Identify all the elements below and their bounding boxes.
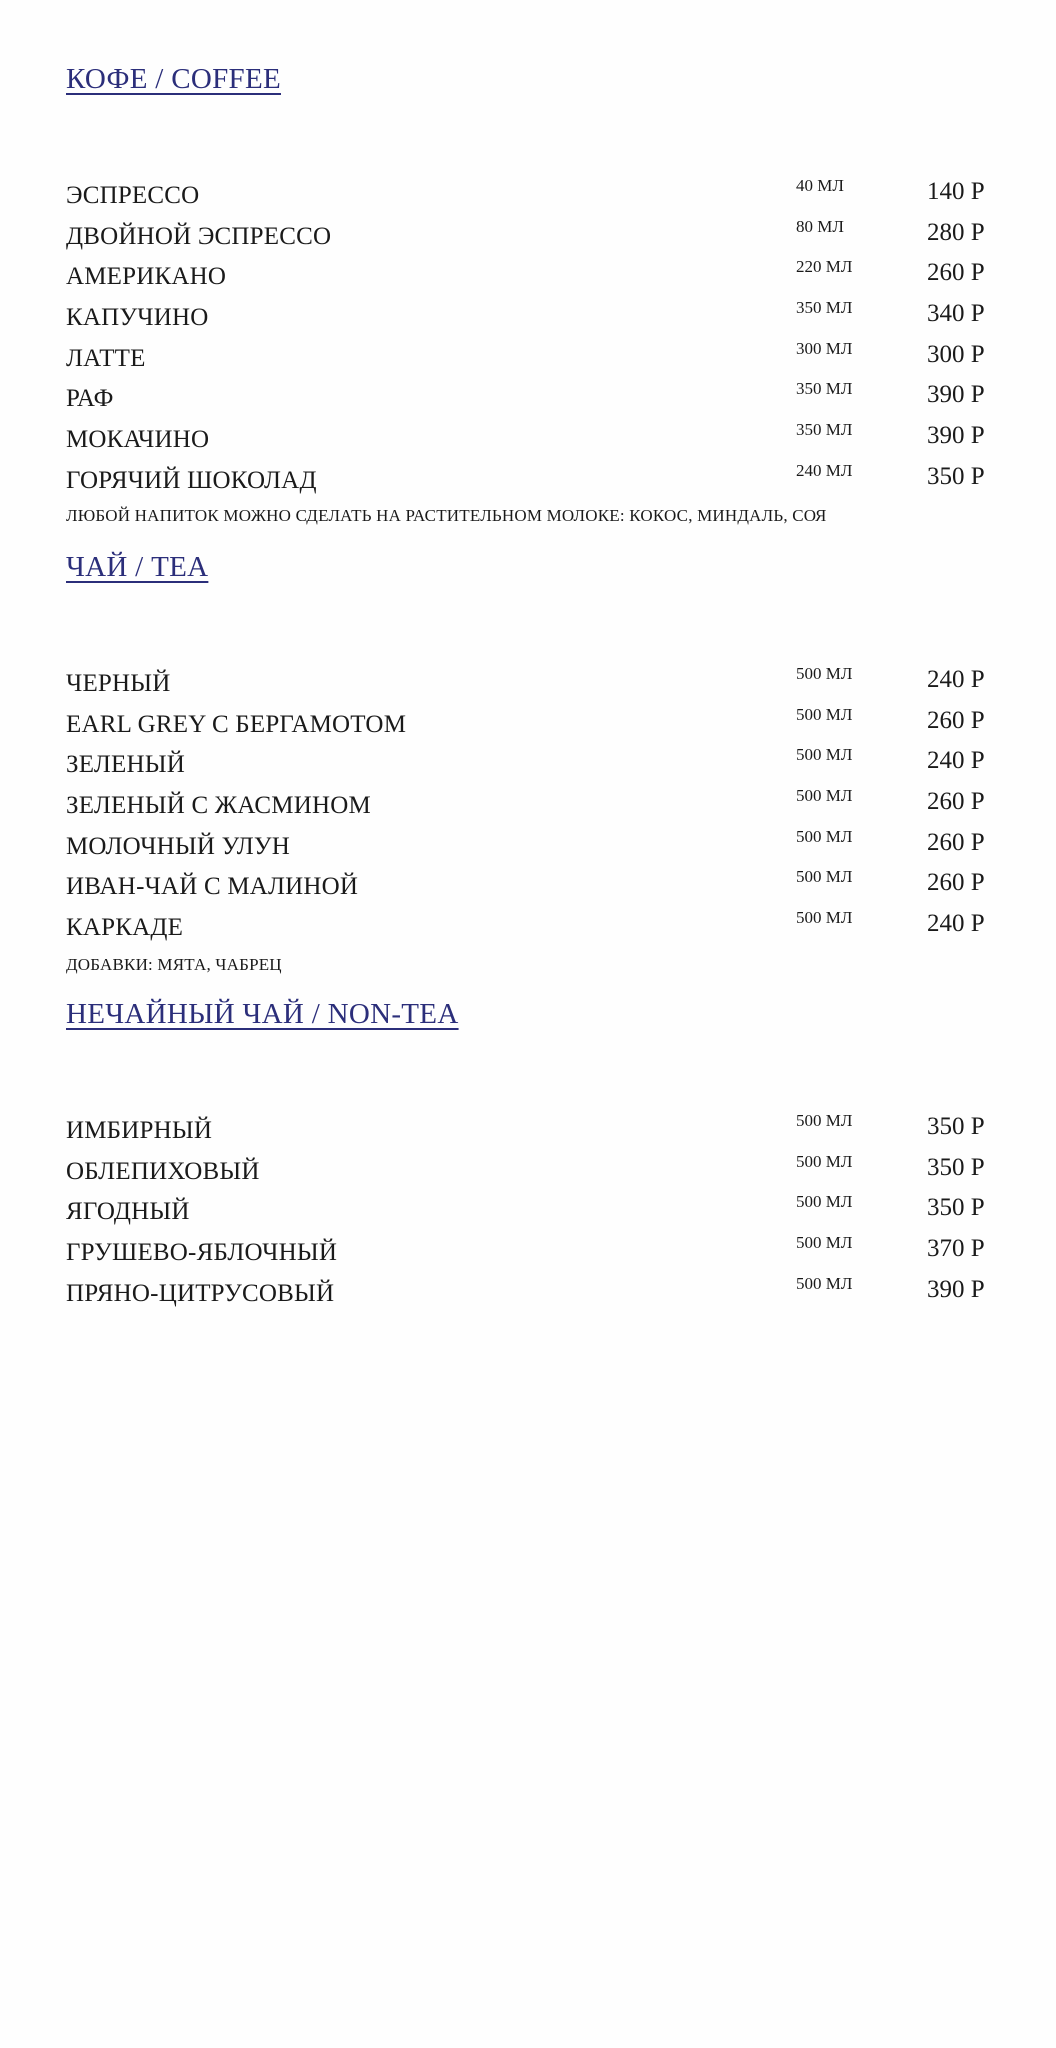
menu-item-name: ЧЕРНЫЙ bbox=[66, 670, 171, 697]
menu-item-name: ЗЕЛЕНЫЙ bbox=[66, 751, 186, 779]
menu-item-name: ПРЯНО-ЦИТРУСОВЫЙ bbox=[66, 1279, 335, 1307]
menu-item-volume: 500 МЛ bbox=[796, 1192, 853, 1212]
menu-item-name: МОЛОЧНЫЙ УЛУН bbox=[66, 832, 291, 860]
menu-item-price: 350 Р bbox=[927, 1194, 985, 1222]
menu-item-price: 260 Р bbox=[927, 869, 985, 897]
menu-item bbox=[66, 339, 996, 380]
menu-item-price: 350 Р bbox=[927, 1153, 985, 1181]
menu-item-volume: 350 МЛ bbox=[796, 298, 853, 318]
menu-item-name: КАРКАДЕ bbox=[66, 914, 184, 942]
menu-item-volume: 350 МЛ bbox=[796, 420, 853, 440]
menu-item-name: ИВАН-ЧАЙ С МАЛИНОЙ bbox=[66, 873, 359, 901]
menu-list bbox=[66, 664, 996, 949]
menu-item-name: ГРУШЕВО-ЯБЛОЧНЫЙ bbox=[66, 1239, 338, 1267]
menu-item-price: 350 Р bbox=[927, 462, 985, 490]
non-tea-section bbox=[66, 997, 996, 1314]
menu-item bbox=[66, 664, 996, 705]
menu-item-volume: 500 МЛ bbox=[796, 1111, 853, 1130]
coffee-section bbox=[66, 62, 996, 526]
menu-item-volume: 500 МЛ bbox=[796, 664, 853, 683]
menu-item-volume: 500 МЛ bbox=[796, 704, 853, 724]
menu-item bbox=[66, 786, 996, 827]
menu-item-volume: 350 МЛ bbox=[796, 379, 853, 399]
menu-item bbox=[66, 867, 996, 908]
section-title: ЧАЙ / TEA bbox=[66, 551, 209, 583]
menu-item-price: 140 Р bbox=[927, 178, 985, 205]
menu-item-volume: 500 МЛ bbox=[796, 1273, 853, 1293]
menu-item-volume: 240 МЛ bbox=[796, 460, 853, 480]
menu-item-price: 240 Р bbox=[927, 910, 985, 938]
menu-item-volume: 220 МЛ bbox=[796, 257, 853, 277]
menu-item bbox=[66, 217, 996, 258]
menu-item-volume: 500 МЛ bbox=[796, 1233, 853, 1253]
menu-item-price: 260 Р bbox=[927, 788, 985, 816]
menu-item bbox=[66, 745, 996, 786]
menu-item-name: ОБЛЕПИХОВЫЙ bbox=[66, 1157, 260, 1185]
menu-item-volume: 500 МЛ bbox=[796, 826, 853, 846]
menu-item-price: 260 Р bbox=[927, 706, 985, 734]
menu-item-price: 390 Р bbox=[927, 1275, 985, 1303]
menu-item-price: 340 Р bbox=[927, 300, 985, 328]
menu-item bbox=[66, 420, 996, 461]
menu-item bbox=[66, 1233, 996, 1274]
menu-item-volume: 500 МЛ bbox=[796, 867, 853, 887]
menu-item-price: 240 Р bbox=[927, 747, 985, 775]
menu-item-price: 240 Р bbox=[927, 666, 985, 693]
menu-item-volume: 500 МЛ bbox=[796, 1151, 853, 1171]
menu-list bbox=[66, 176, 996, 502]
menu-item-price: 300 Р bbox=[927, 340, 985, 368]
menu-item-volume: 300 МЛ bbox=[796, 338, 853, 358]
menu-item-price: 260 Р bbox=[927, 259, 985, 287]
menu-item-volume: 500 МЛ bbox=[796, 745, 853, 765]
menu-item-name: ГОРЯЧИЙ ШОКОЛАД bbox=[66, 466, 317, 494]
menu-item-volume: 40 МЛ bbox=[796, 176, 844, 195]
tea-section bbox=[66, 550, 996, 975]
menu-item-name: РАФ bbox=[66, 385, 114, 413]
menu-item-volume: 500 МЛ bbox=[796, 786, 853, 806]
menu-item-price: 260 Р bbox=[927, 828, 985, 856]
menu-item bbox=[66, 379, 996, 420]
menu-item-volume: 500 МЛ bbox=[796, 908, 853, 928]
menu-item bbox=[66, 1192, 996, 1233]
menu-item-price: 350 Р bbox=[927, 1113, 985, 1140]
menu-item bbox=[66, 827, 996, 868]
menu-item-name: АМЕРИКАНО bbox=[66, 263, 227, 291]
menu-item bbox=[66, 908, 996, 949]
menu-item-name: ЭСПРЕССО bbox=[66, 182, 200, 209]
menu-item bbox=[66, 705, 996, 746]
menu-item-name: ЗЕЛЕНЫЙ С ЖАСМИНОМ bbox=[66, 792, 371, 820]
menu-item-name: ЛАТТЕ bbox=[66, 344, 146, 372]
menu-item-name: EARL GREY С БЕРГАМОТОМ bbox=[66, 710, 407, 738]
menu-list bbox=[66, 1111, 996, 1314]
menu-item-price: 280 Р bbox=[927, 218, 985, 246]
menu-item-name: ИМБИРНЫЙ bbox=[66, 1117, 213, 1144]
menu-item bbox=[66, 1274, 996, 1315]
menu-item bbox=[66, 461, 996, 502]
menu-item bbox=[66, 257, 996, 298]
section-title: КОФЕ / COFFEE bbox=[66, 63, 281, 95]
menu-item bbox=[66, 1111, 996, 1152]
menu-item-name: КАПУЧИНО bbox=[66, 304, 209, 332]
menu-item bbox=[66, 1152, 996, 1193]
menu-item-price: 370 Р bbox=[927, 1235, 985, 1263]
menu-item-volume: 80 МЛ bbox=[796, 216, 844, 236]
menu-item-name: МОКАЧИНО bbox=[66, 426, 210, 454]
menu-item-name: ДВОЙНОЙ ЭСПРЕССО bbox=[66, 222, 332, 250]
section-note: ЛЮБОЙ НАПИТОК МОЖНО СДЕЛАТЬ НА РАСТИТЕЛЬНОМ МОЛОКЕ: КОКОС, МИНДАЛЬ, СОЯ bbox=[66, 505, 827, 525]
menu-item bbox=[66, 298, 996, 339]
menu-item-name: ЯГОДНЫЙ bbox=[66, 1198, 190, 1226]
section-note: ДОБАВКИ: МЯТА, ЧАБРЕЦ bbox=[66, 954, 282, 974]
section-title: НЕЧАЙНЫЙ ЧАЙ / NON-TEA bbox=[66, 998, 459, 1030]
menu-item-price: 390 Р bbox=[927, 381, 985, 409]
menu-item bbox=[66, 176, 996, 217]
menu-item-price: 390 Р bbox=[927, 422, 985, 450]
